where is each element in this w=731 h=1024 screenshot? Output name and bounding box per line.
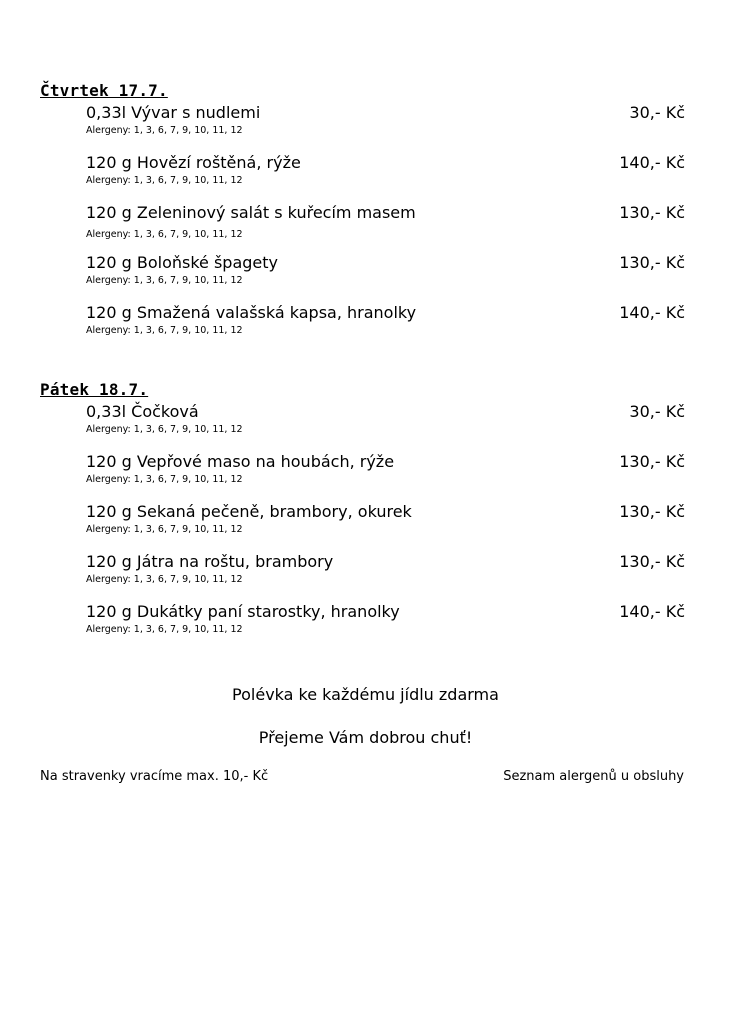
meal-voucher-note: Na stravenky vracíme max. 10,- Kč (40, 769, 269, 784)
day-section-friday (40, 379, 685, 651)
dish-name: 120 g Játra na roštu, brambory (86, 552, 334, 571)
dish-price: 140,- Kč (619, 602, 685, 621)
dish-allergens: Alergeny: 1, 3, 6, 7, 9, 10, 11, 12 (86, 275, 243, 286)
menu-item (86, 501, 685, 551)
menu-item (86, 451, 685, 501)
dish-allergens: Alergeny: 1, 3, 6, 7, 9, 10, 11, 12 (86, 574, 243, 585)
dish-name: 120 g Boloňské špagety (86, 253, 279, 272)
dish-price: 140,- Kč (619, 303, 685, 322)
dish-allergens: Alergeny: 1, 3, 6, 7, 9, 10, 11, 12 (86, 325, 243, 336)
dish-name: 0,33l Čočková (86, 402, 199, 421)
dish-price: 130,- Kč (619, 253, 685, 272)
dish-price: 30,- Kč (629, 103, 685, 122)
dish-price: 140,- Kč (619, 153, 685, 172)
dish-allergens: Alergeny: 1, 3, 6, 7, 9, 10, 11, 12 (86, 424, 243, 435)
menu-item (86, 551, 685, 601)
menu-item (86, 401, 685, 451)
dish-price: 130,- Kč (619, 502, 685, 521)
dish-price: 130,- Kč (619, 203, 685, 222)
dish-allergens: Alergeny: 1, 3, 6, 7, 9, 10, 11, 12 (86, 474, 243, 485)
day-section-thursday (40, 80, 685, 352)
bon-appetit-note: Přejeme Vám dobrou chuť! (258, 728, 473, 747)
free-soup-note: Polévka ke každému jídlu zdarma (232, 685, 499, 704)
dish-name: 120 g Dukátky paní starostky, hranolky (86, 602, 400, 621)
dish-price: 130,- Kč (619, 552, 685, 571)
dish-allergens: Alergeny: 1, 3, 6, 7, 9, 10, 11, 12 (86, 175, 243, 186)
dish-name: 120 g Smažená valašská kapsa, hranolky (86, 303, 417, 322)
menu-item (86, 202, 685, 252)
dish-allergens: Alergeny: 1, 3, 6, 7, 9, 10, 11, 12 (86, 624, 243, 635)
dish-name: 120 g Sekaná pečeně, brambory, okurek (86, 502, 412, 521)
menu-item (86, 102, 685, 152)
day-heading: Pátek 18.7. (40, 380, 149, 399)
dish-price: 30,- Kč (629, 402, 685, 421)
dish-name: 120 g Vepřové maso na houbách, rýže (86, 452, 395, 471)
day-heading: Čtvrtek 17.7. (40, 81, 168, 100)
menu-item (86, 252, 685, 302)
dish-allergens: Alergeny: 1, 3, 6, 7, 9, 10, 11, 12 (86, 524, 243, 535)
menu-item (86, 152, 685, 202)
dish-allergens: Alergeny: 1, 3, 6, 7, 9, 10, 11, 12 (86, 229, 243, 240)
dish-price: 130,- Kč (619, 452, 685, 471)
dish-name: 120 g Hovězí roštěná, rýže (86, 153, 301, 172)
menu-item (86, 601, 685, 651)
menu-item (86, 302, 685, 352)
dish-name: 120 g Zeleninový salát s kuřecím masem (86, 203, 416, 222)
dish-allergens: Alergeny: 1, 3, 6, 7, 9, 10, 11, 12 (86, 125, 243, 136)
dish-name: 0,33l Vývar s nudlemi (86, 103, 261, 122)
allergen-list-note: Seznam alergenů u obsluhy (503, 769, 684, 784)
